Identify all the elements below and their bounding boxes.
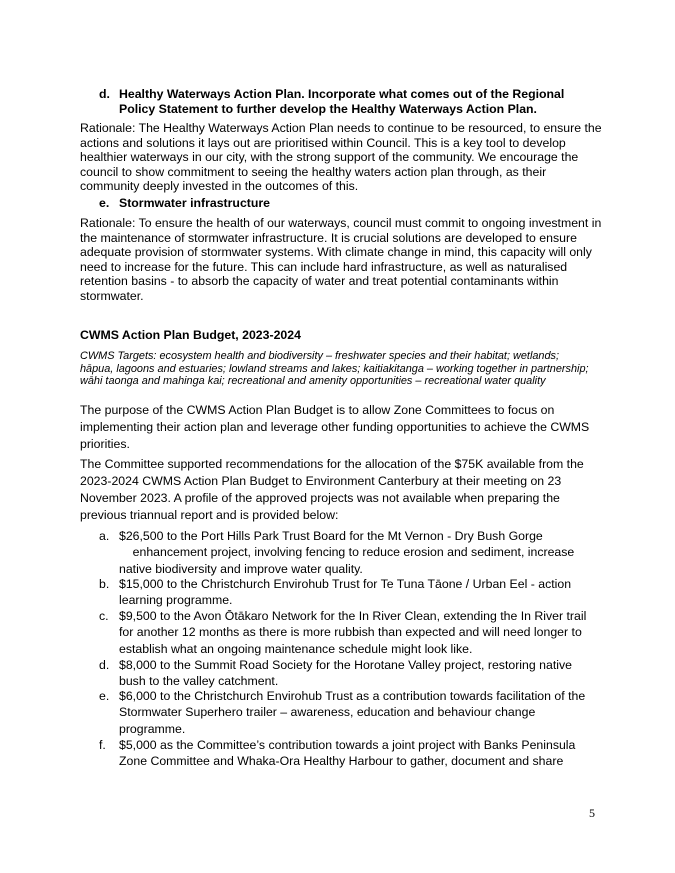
list-line: establish what an ongoing maintenance schedule might look like. [119, 641, 473, 656]
paragraph-line: priorities. [80, 437, 130, 451]
paragraph-line: Rationale: To ensure the health of our waterways, council must commit to ongoing investment in [80, 216, 602, 230]
paragraph-line: adequate provision of stormwater systems. With climate change in mind, this capacity will only [80, 245, 592, 260]
paragraph-line: actions and solutions it lays out are prioritised within Council. This is a key tool to develop [80, 135, 566, 150]
list-label: e. [99, 196, 110, 210]
paragraph-line: 2023-2024 CWMS Action Plan Budget to Environment Canterbury at their meeting on 23 [80, 474, 562, 488]
paragraph-line: retention basins - to absorb the capacity of water and treat potential contaminants within [80, 274, 559, 289]
list-line: Zone Committee and Whaka-Ora Healthy Harbour to gather, document and share [119, 754, 564, 769]
list-label: f. [99, 738, 106, 752]
heading-text: Stormwater infrastructure [119, 196, 271, 210]
targets-line: CWMS Targets: ecosystem health and biodiversity – freshwater species and their habitat; wetlands; [80, 350, 560, 362]
heading-line: Healthy Waterways Action Plan. Incorporate what comes out of the Regional [119, 87, 565, 101]
list-line: $5,000 as the Committee’s contribution towards a joint project with Banks Peninsula [119, 738, 576, 752]
heading-line: Policy Statement to further develop the Healthy Waterways Action Plan. [119, 102, 537, 116]
list-label: e. [99, 689, 110, 703]
list-line: programme. [119, 721, 186, 736]
rationale-d-paragraph [80, 121, 600, 194]
paragraph-line: The Committee supported recommendations for the allocation of the $75K available from the [80, 457, 584, 471]
paragraph-line: The purpose of the CWMS Action Plan Budget is to allow Zone Committees to focus on [80, 403, 555, 417]
list-label: c. [99, 609, 109, 623]
list-line: $26,500 to the Port Hills Park Trust Board for the Mt Vernon - Dry Bush Gorge [119, 529, 543, 543]
committee-paragraph [80, 456, 584, 524]
list-line: $6,000 to the Christchurch Envirohub Trust as a contribution towards facilitation of the [119, 689, 586, 703]
list-line: $9,500 to the Avon Ōtākaro Network for the In River Clean, extending the In River trail [119, 609, 587, 623]
paragraph-line: healthier waterways in our city, with the strong support of the community. We encourage the [80, 150, 579, 165]
paragraph-line: need to increase for the future. This can include hard infrastructure, as well as naturalised [80, 259, 568, 274]
list-line: bush to the valley catchment. [119, 674, 279, 689]
list-label: b. [99, 577, 110, 591]
list-line: learning programme. [119, 593, 233, 608]
paragraph-line: stormwater. [80, 288, 144, 303]
paragraph-line: Rationale: The Healthy Waterways Action Plan needs to continue to be resourced, to ensure the [80, 121, 602, 135]
list-line: native biodiversity and improve water quality. [119, 561, 363, 576]
paragraph-line: community deeply invested in the outcomes of this. [80, 179, 359, 194]
section-title: CWMS Action Plan Budget, 2023-2024 [80, 328, 301, 342]
list-line: enhancement project, involving fencing to reduce erosion and sediment, increase [119, 545, 575, 560]
list-line: Stormwater Superhero trailer – awareness, education and behaviour change [119, 705, 536, 720]
rationale-e-paragraph [80, 216, 600, 304]
list-label: a. [99, 529, 110, 543]
targets-line: hāpua, lagoons and estuaries; lowland streams and lakes; kaitiakitanga – working together in partnership; [80, 362, 589, 375]
list-label: d. [99, 87, 110, 101]
list-label: d. [99, 658, 110, 672]
paragraph-line: previous triannual report and is provided below: [80, 508, 339, 522]
targets-line: wāhi taonga and mahinga kai; recreational and amenity opportunities – recreational water quality [80, 375, 546, 388]
paragraph-line: implementing their action plan and leverage other funding opportunities to achieve the CWMS [80, 420, 590, 434]
paragraph-line: November 2023. A profile of the approved projects was not available when preparing the [80, 491, 560, 505]
paragraph-line: council to show commitment to seeing the healthy waters action plan through, as their [80, 164, 547, 179]
page-number: 5 [589, 806, 595, 820]
paragraph-line: the maintenance of stormwater infrastructure. It is crucial solutions are developed to ensure [80, 230, 577, 245]
list-line: for another 12 months as there is more rubbish than expected and will need longer to [119, 625, 582, 640]
list-line: $8,000 to the Summit Road Society for the Horotane Valley project, restoring native [119, 658, 572, 672]
list-line: $15,000 to the Christchurch Envirohub Trust for Te Tuna Tāone / Urban Eel - action [119, 577, 572, 591]
purpose-paragraph [80, 402, 589, 453]
cwms-targets [80, 350, 589, 388]
